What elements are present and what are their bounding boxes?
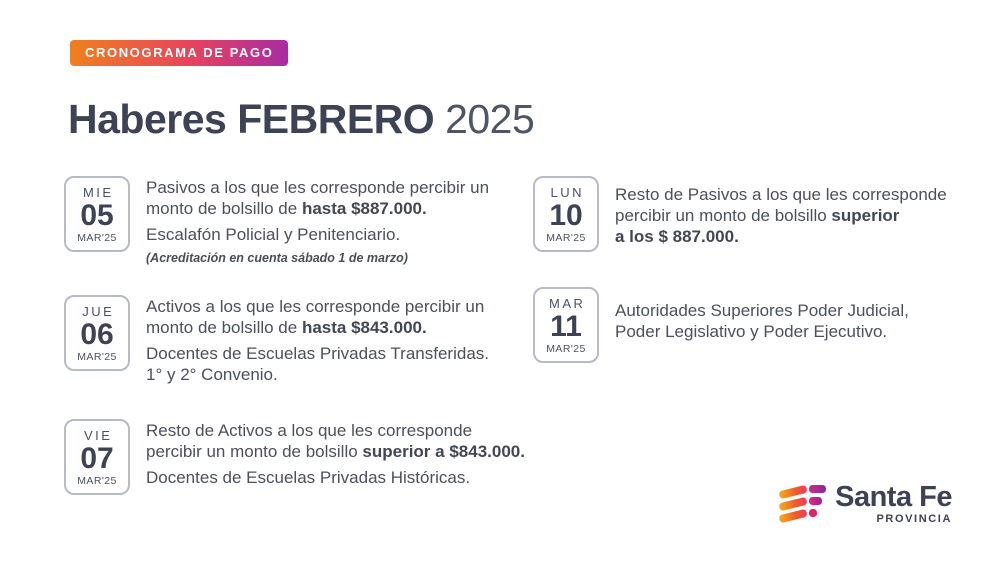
schedule-entry-mar07 <box>64 419 533 495</box>
entry-paragraph <box>146 296 489 338</box>
entry-line: Poder Legislativo y Poder Ejecutivo. <box>615 322 888 341</box>
date-day: 11 <box>550 309 582 343</box>
santa-fe-logo <box>779 479 952 529</box>
schedule-entry-mar11 <box>533 287 970 363</box>
entry-amount: hasta $887.000. <box>301 199 427 218</box>
schedule-entry-mar05 <box>64 176 533 266</box>
entry-line: percibir un monto de bolsillo <box>615 206 832 225</box>
entry-line: Docentes de Escuelas Privadas Históricas. <box>146 468 471 487</box>
entry-line: Autoridades Superiores Poder Judicial, <box>615 301 909 320</box>
date-weekday: VIE <box>84 427 113 443</box>
schedule-entry-mar10 <box>533 176 970 252</box>
entry-paragraph <box>146 343 489 385</box>
date-day: 10 <box>549 198 583 232</box>
entry-line: monto de bolsillo de <box>146 199 302 218</box>
date-day: 05 <box>80 198 114 232</box>
entry-footnote: (Acreditación en cuenta sábado 1 de marzo) <box>146 251 408 265</box>
entry-line: Activos a los que les corresponde percibir un <box>146 297 485 316</box>
entry-amount: a los $ 887.000. <box>615 227 739 246</box>
date-day: 06 <box>80 317 114 351</box>
entry-paragraph <box>146 467 525 488</box>
cronograma-badge: CRONOGRAMA DE PAGO <box>70 40 288 66</box>
entry-paragraph <box>146 177 489 219</box>
date-card <box>533 287 599 363</box>
entry-line: Resto de Pasivos a los que les corresponde <box>615 185 947 204</box>
entry-line: 1° y 2° Convenio. <box>146 365 278 384</box>
date-card <box>64 295 130 371</box>
date-weekday: LUN <box>550 184 584 200</box>
entry-line: Pasivos a los que les corresponde percibir un <box>146 178 490 197</box>
page-title-main: Haberes FEBRERO <box>68 96 435 142</box>
entry-amount: superior <box>831 206 900 225</box>
logo-name: Santa Fe <box>835 481 952 513</box>
logo-text <box>835 483 952 525</box>
entry-paragraph <box>146 224 489 245</box>
date-month: MAR'25 <box>77 350 117 363</box>
payment-schedule <box>64 176 970 524</box>
page-title-year: 2025 <box>445 96 535 142</box>
entry-text <box>615 176 947 252</box>
schedule-column-right <box>533 176 970 524</box>
logo-subtitle: PROVINCIA <box>876 513 952 525</box>
entry-amount: superior a $843.000. <box>362 442 525 461</box>
entry-line: percibir un monto de bolsillo <box>146 442 363 461</box>
date-card <box>64 419 130 495</box>
page-title <box>68 97 534 141</box>
schedule-entry-mar06 <box>64 295 533 390</box>
entry-amount: hasta $843.000. <box>301 318 427 337</box>
date-weekday: MIE <box>82 184 114 200</box>
entry-line: monto de bolsillo de <box>146 318 302 337</box>
date-month: MAR'25 <box>77 231 117 244</box>
entry-paragraph <box>615 184 947 247</box>
date-month: MAR'25 <box>77 474 117 487</box>
date-month: MAR'25 <box>546 342 586 355</box>
date-weekday: MAR <box>549 295 586 311</box>
entry-text <box>146 176 489 266</box>
date-weekday: JUE <box>82 303 115 319</box>
entry-paragraph <box>615 300 909 342</box>
schedule-column-left <box>64 176 533 524</box>
entry-text <box>615 287 909 347</box>
entry-text <box>146 295 489 390</box>
entry-line: Resto de Activos a los que les corresponde <box>146 421 473 440</box>
date-card <box>64 176 130 252</box>
date-day: 07 <box>80 441 114 475</box>
date-card <box>533 176 599 252</box>
entry-line: Escalafón Policial y Penitenciario. <box>146 225 401 244</box>
entry-line: Docentes de Escuelas Privadas Transferidas. <box>146 344 490 363</box>
date-month: MAR'25 <box>546 231 586 244</box>
entry-text <box>146 419 525 493</box>
santa-fe-stripes-icon <box>779 479 827 529</box>
entry-paragraph <box>146 420 525 462</box>
